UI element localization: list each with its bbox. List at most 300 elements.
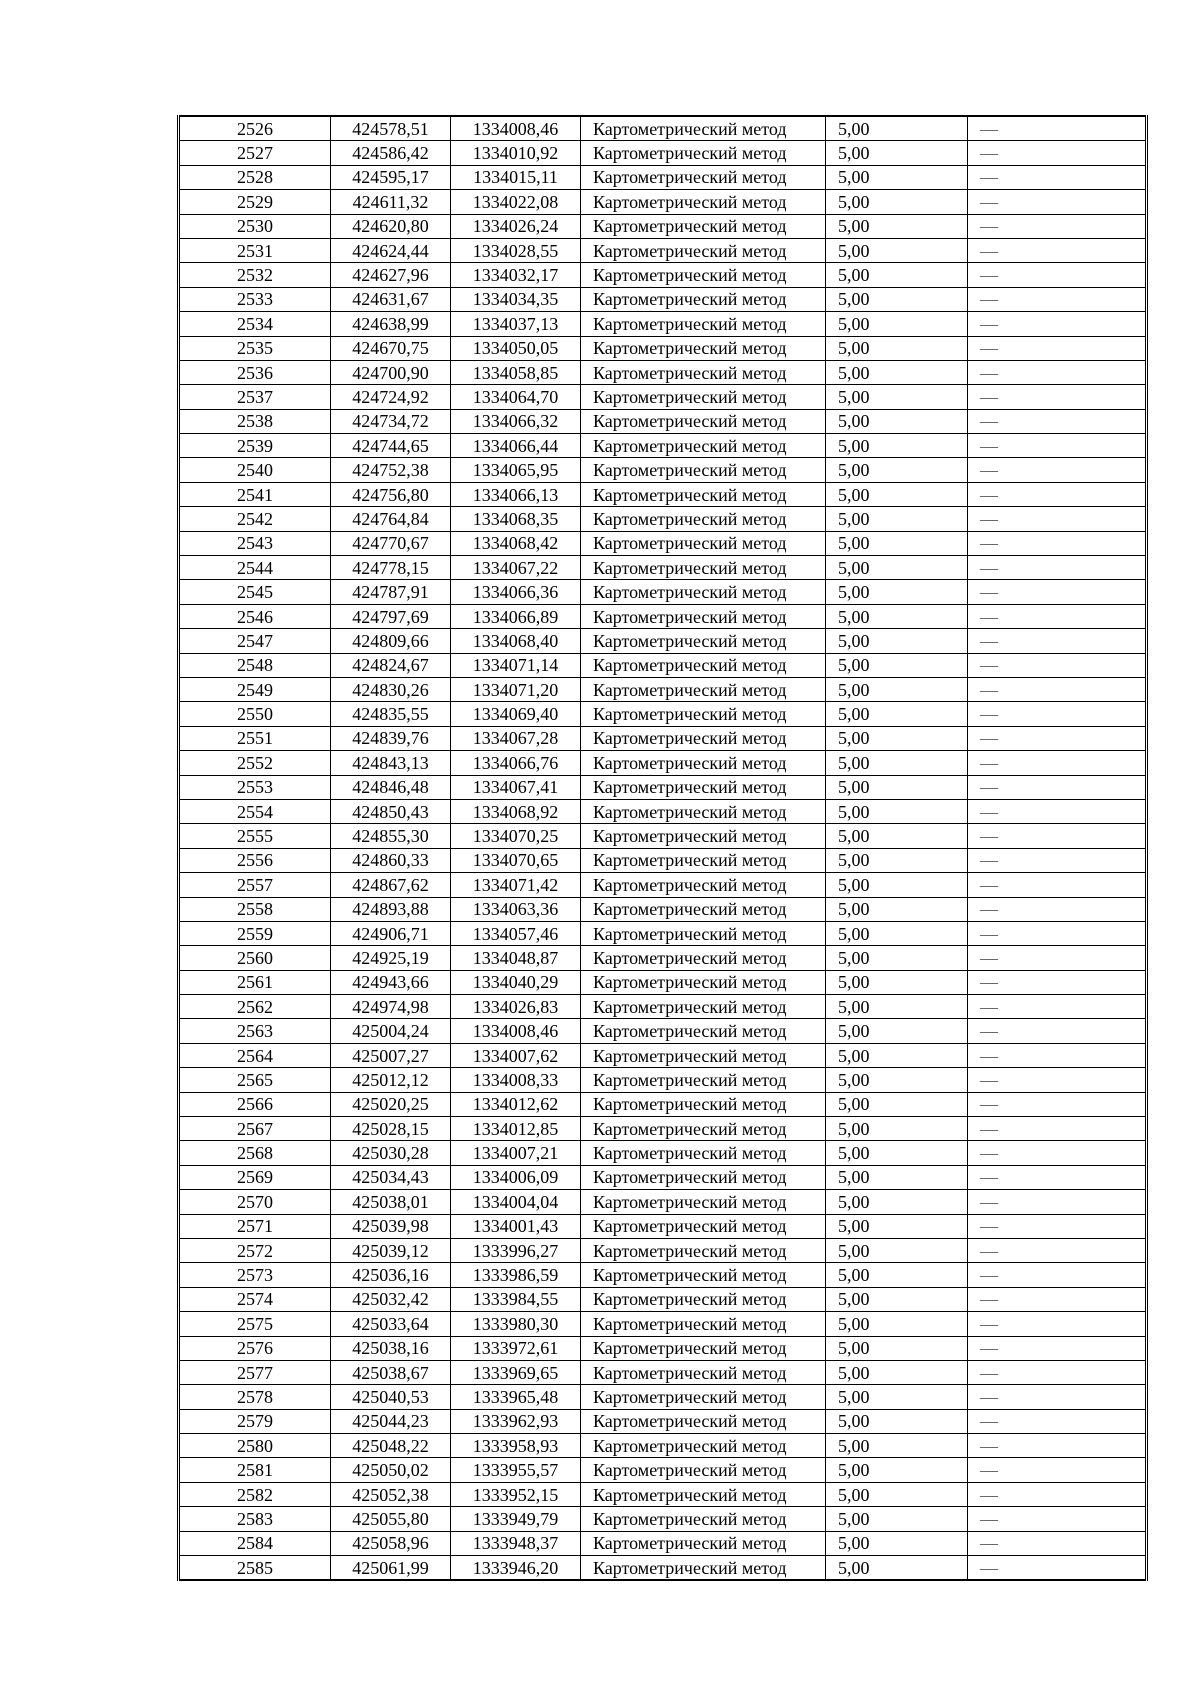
x-coordinate-cell: 425038,67: [331, 1360, 451, 1384]
description-cell: —: [968, 946, 1147, 970]
method-cell: Картометрический метод: [581, 726, 826, 750]
x-coordinate-cell: 424893,88: [331, 897, 451, 921]
description-cell: —: [968, 995, 1147, 1019]
y-coordinate-cell: 1333952,15: [451, 1482, 581, 1506]
method-cell: Картометрический метод: [581, 482, 826, 506]
point-number-cell: 2556: [179, 848, 331, 872]
y-coordinate-cell: 1334007,62: [451, 1043, 581, 1067]
description-cell: —: [968, 629, 1147, 653]
point-number-cell: 2567: [179, 1117, 331, 1141]
y-coordinate-cell: 1334022,08: [451, 190, 581, 214]
point-number-cell: 2554: [179, 799, 331, 823]
x-coordinate-cell: 425033,64: [331, 1312, 451, 1336]
description-cell: —: [968, 970, 1147, 994]
table-row: [179, 604, 1147, 628]
table-row: [179, 995, 1147, 1019]
accuracy-cell: 5,00: [826, 190, 968, 214]
method-cell: Картометрический метод: [581, 385, 826, 409]
x-coordinate-cell: 425028,15: [331, 1117, 451, 1141]
table-row: [179, 1019, 1147, 1043]
table-row: [179, 336, 1147, 360]
y-coordinate-cell: 1333969,65: [451, 1360, 581, 1384]
accuracy-cell: 5,00: [826, 995, 968, 1019]
y-coordinate-cell: 1334064,70: [451, 385, 581, 409]
description-cell: —: [968, 507, 1147, 531]
y-coordinate-cell: 1334068,92: [451, 799, 581, 823]
description-cell: —: [968, 409, 1147, 433]
accuracy-cell: 5,00: [826, 336, 968, 360]
method-cell: Картометрический метод: [581, 556, 826, 580]
method-cell: Картометрический метод: [581, 580, 826, 604]
description-cell: —: [968, 1190, 1147, 1214]
table-row: [179, 677, 1147, 701]
method-cell: Картометрический метод: [581, 312, 826, 336]
accuracy-cell: 5,00: [826, 629, 968, 653]
description-cell: —: [968, 824, 1147, 848]
point-number-cell: 2575: [179, 1312, 331, 1336]
point-number-cell: 2535: [179, 336, 331, 360]
y-coordinate-cell: 1334070,25: [451, 824, 581, 848]
method-cell: Картометрический метод: [581, 1360, 826, 1384]
accuracy-cell: 5,00: [826, 799, 968, 823]
description-cell: —: [968, 434, 1147, 458]
accuracy-cell: 5,00: [826, 726, 968, 750]
y-coordinate-cell: 1333965,48: [451, 1385, 581, 1409]
accuracy-cell: 5,00: [826, 751, 968, 775]
accuracy-cell: 5,00: [826, 116, 968, 141]
table-row: [179, 116, 1147, 141]
point-number-cell: 2532: [179, 263, 331, 287]
point-number-cell: 2526: [179, 116, 331, 141]
x-coordinate-cell: 424809,66: [331, 629, 451, 653]
description-cell: —: [968, 116, 1147, 141]
y-coordinate-cell: 1333948,37: [451, 1531, 581, 1555]
accuracy-cell: 5,00: [826, 1458, 968, 1482]
table-row: [179, 653, 1147, 677]
accuracy-cell: 5,00: [826, 1409, 968, 1433]
description-cell: —: [968, 214, 1147, 238]
x-coordinate-cell: 425058,96: [331, 1531, 451, 1555]
method-cell: Картометрический метод: [581, 434, 826, 458]
y-coordinate-cell: 1334012,85: [451, 1117, 581, 1141]
y-coordinate-cell: 1334012,62: [451, 1092, 581, 1116]
description-cell: —: [968, 921, 1147, 945]
method-cell: Картометрический метод: [581, 1531, 826, 1555]
point-number-cell: 2544: [179, 556, 331, 580]
accuracy-cell: 5,00: [826, 775, 968, 799]
accuracy-cell: 5,00: [826, 360, 968, 384]
x-coordinate-cell: 425061,99: [331, 1556, 451, 1581]
y-coordinate-cell: 1334004,04: [451, 1190, 581, 1214]
description-cell: —: [968, 1238, 1147, 1262]
x-coordinate-cell: 424734,72: [331, 409, 451, 433]
y-coordinate-cell: 1334066,89: [451, 604, 581, 628]
x-coordinate-cell: 425040,53: [331, 1385, 451, 1409]
x-coordinate-cell: 424627,96: [331, 263, 451, 287]
table-row: [179, 556, 1147, 580]
method-cell: Картометрический метод: [581, 1312, 826, 1336]
point-number-cell: 2548: [179, 653, 331, 677]
method-cell: Картометрический метод: [581, 263, 826, 287]
accuracy-cell: 5,00: [826, 1117, 968, 1141]
x-coordinate-cell: 424670,75: [331, 336, 451, 360]
point-number-cell: 2558: [179, 897, 331, 921]
accuracy-cell: 5,00: [826, 287, 968, 311]
table-row: [179, 580, 1147, 604]
table-row: [179, 1165, 1147, 1189]
description-cell: —: [968, 1068, 1147, 1092]
point-number-cell: 2550: [179, 702, 331, 726]
table-row: [179, 1556, 1147, 1581]
y-coordinate-cell: 1334067,41: [451, 775, 581, 799]
y-coordinate-cell: 1334069,40: [451, 702, 581, 726]
description-cell: —: [968, 726, 1147, 750]
y-coordinate-cell: 1334058,85: [451, 360, 581, 384]
point-number-cell: 2581: [179, 1458, 331, 1482]
point-number-cell: 2542: [179, 507, 331, 531]
accuracy-cell: 5,00: [826, 848, 968, 872]
accuracy-cell: 5,00: [826, 214, 968, 238]
x-coordinate-cell: 425030,28: [331, 1141, 451, 1165]
method-cell: Картометрический метод: [581, 116, 826, 141]
description-cell: —: [968, 1482, 1147, 1506]
table-row: [179, 1141, 1147, 1165]
y-coordinate-cell: 1333996,27: [451, 1238, 581, 1262]
x-coordinate-cell: 424797,69: [331, 604, 451, 628]
table-row: [179, 287, 1147, 311]
accuracy-cell: 5,00: [826, 409, 968, 433]
description-cell: —: [968, 1092, 1147, 1116]
x-coordinate-cell: 424624,44: [331, 238, 451, 262]
y-coordinate-cell: 1333980,30: [451, 1312, 581, 1336]
accuracy-cell: 5,00: [826, 1287, 968, 1311]
accuracy-cell: 5,00: [826, 531, 968, 555]
accuracy-cell: 5,00: [826, 312, 968, 336]
point-number-cell: 2539: [179, 434, 331, 458]
description-cell: —: [968, 848, 1147, 872]
accuracy-cell: 5,00: [826, 1092, 968, 1116]
method-cell: Картометрический метод: [581, 1214, 826, 1238]
x-coordinate-cell: 424638,99: [331, 312, 451, 336]
table-row: [179, 507, 1147, 531]
x-coordinate-cell: 425007,27: [331, 1043, 451, 1067]
x-coordinate-cell: 425020,25: [331, 1092, 451, 1116]
description-cell: —: [968, 799, 1147, 823]
table-row: [179, 726, 1147, 750]
table-row: [179, 1238, 1147, 1262]
method-cell: Картометрический метод: [581, 1165, 826, 1189]
accuracy-cell: 5,00: [826, 1360, 968, 1384]
x-coordinate-cell: 424752,38: [331, 458, 451, 482]
x-coordinate-cell: 424925,19: [331, 946, 451, 970]
table-row: [179, 312, 1147, 336]
accuracy-cell: 5,00: [826, 1507, 968, 1531]
method-cell: Картометрический метод: [581, 653, 826, 677]
description-cell: —: [968, 482, 1147, 506]
y-coordinate-cell: 1333986,59: [451, 1263, 581, 1287]
x-coordinate-cell: 424620,80: [331, 214, 451, 238]
method-cell: Картометрический метод: [581, 873, 826, 897]
table-row: [179, 873, 1147, 897]
table-row: [179, 1263, 1147, 1287]
accuracy-cell: 5,00: [826, 165, 968, 189]
point-number-cell: 2551: [179, 726, 331, 750]
accuracy-cell: 5,00: [826, 507, 968, 531]
description-cell: —: [968, 1434, 1147, 1458]
table-row: [179, 434, 1147, 458]
description-cell: —: [968, 1409, 1147, 1433]
accuracy-cell: 5,00: [826, 556, 968, 580]
y-coordinate-cell: 1333955,57: [451, 1458, 581, 1482]
x-coordinate-cell: 425050,02: [331, 1458, 451, 1482]
y-coordinate-cell: 1334067,22: [451, 556, 581, 580]
x-coordinate-cell: 425038,01: [331, 1190, 451, 1214]
y-coordinate-cell: 1334006,09: [451, 1165, 581, 1189]
accuracy-cell: 5,00: [826, 1482, 968, 1506]
accuracy-cell: 5,00: [826, 653, 968, 677]
x-coordinate-cell: 424830,26: [331, 677, 451, 701]
method-cell: Картометрический метод: [581, 946, 826, 970]
point-number-cell: 2528: [179, 165, 331, 189]
x-coordinate-cell: 424846,48: [331, 775, 451, 799]
description-cell: —: [968, 287, 1147, 311]
description-cell: —: [968, 677, 1147, 701]
y-coordinate-cell: 1334066,13: [451, 482, 581, 506]
method-cell: Картометрический метод: [581, 677, 826, 701]
x-coordinate-cell: 424611,32: [331, 190, 451, 214]
accuracy-cell: 5,00: [826, 604, 968, 628]
x-coordinate-cell: 424855,30: [331, 824, 451, 848]
method-cell: Картометрический метод: [581, 165, 826, 189]
description-cell: —: [968, 360, 1147, 384]
point-number-cell: 2547: [179, 629, 331, 653]
description-cell: —: [968, 458, 1147, 482]
description-cell: —: [968, 1165, 1147, 1189]
accuracy-cell: 5,00: [826, 1043, 968, 1067]
x-coordinate-cell: 424595,17: [331, 165, 451, 189]
method-cell: Картометрический метод: [581, 190, 826, 214]
y-coordinate-cell: 1334070,65: [451, 848, 581, 872]
table-row: [179, 848, 1147, 872]
description-cell: —: [968, 1385, 1147, 1409]
method-cell: Картометрический метод: [581, 1141, 826, 1165]
description-cell: —: [968, 1556, 1147, 1581]
method-cell: Картометрический метод: [581, 1336, 826, 1360]
description-cell: —: [968, 897, 1147, 921]
point-number-cell: 2570: [179, 1190, 331, 1214]
method-cell: Картометрический метод: [581, 287, 826, 311]
x-coordinate-cell: 425044,23: [331, 1409, 451, 1433]
method-cell: Картометрический метод: [581, 848, 826, 872]
point-number-cell: 2582: [179, 1482, 331, 1506]
x-coordinate-cell: 424943,66: [331, 970, 451, 994]
method-cell: Картометрический метод: [581, 1238, 826, 1262]
description-cell: —: [968, 1214, 1147, 1238]
y-coordinate-cell: 1334048,87: [451, 946, 581, 970]
y-coordinate-cell: 1334071,14: [451, 653, 581, 677]
y-coordinate-cell: 1334068,42: [451, 531, 581, 555]
x-coordinate-cell: 424835,55: [331, 702, 451, 726]
method-cell: Картометрический метод: [581, 1263, 826, 1287]
point-number-cell: 2541: [179, 482, 331, 506]
table-row: [179, 1507, 1147, 1531]
accuracy-cell: 5,00: [826, 1238, 968, 1262]
description-cell: —: [968, 1117, 1147, 1141]
y-coordinate-cell: 1334068,35: [451, 507, 581, 531]
description-cell: —: [968, 531, 1147, 555]
method-cell: Картометрический метод: [581, 1019, 826, 1043]
table-row: [179, 190, 1147, 214]
point-number-cell: 2583: [179, 1507, 331, 1531]
point-number-cell: 2553: [179, 775, 331, 799]
table-row: [179, 1482, 1147, 1506]
x-coordinate-cell: 424631,67: [331, 287, 451, 311]
point-number-cell: 2561: [179, 970, 331, 994]
point-number-cell: 2557: [179, 873, 331, 897]
table-row: [179, 946, 1147, 970]
y-coordinate-cell: 1333962,93: [451, 1409, 581, 1433]
accuracy-cell: 5,00: [826, 1214, 968, 1238]
y-coordinate-cell: 1334066,32: [451, 409, 581, 433]
point-number-cell: 2538: [179, 409, 331, 433]
method-cell: Картометрический метод: [581, 360, 826, 384]
table-row: [179, 1336, 1147, 1360]
coordinates-table: [177, 115, 1148, 1581]
table-row: [179, 629, 1147, 653]
point-number-cell: 2576: [179, 1336, 331, 1360]
x-coordinate-cell: 424756,80: [331, 482, 451, 506]
point-number-cell: 2533: [179, 287, 331, 311]
y-coordinate-cell: 1333949,79: [451, 1507, 581, 1531]
y-coordinate-cell: 1334066,36: [451, 580, 581, 604]
x-coordinate-cell: 424843,13: [331, 751, 451, 775]
table-row: [179, 1190, 1147, 1214]
y-coordinate-cell: 1333984,55: [451, 1287, 581, 1311]
y-coordinate-cell: 1334065,95: [451, 458, 581, 482]
accuracy-cell: 5,00: [826, 1531, 968, 1555]
accuracy-cell: 5,00: [826, 1141, 968, 1165]
table-row: [179, 214, 1147, 238]
method-cell: Картометрический метод: [581, 1117, 826, 1141]
description-cell: —: [968, 775, 1147, 799]
coordinates-table-body: [179, 116, 1147, 1580]
x-coordinate-cell: 424850,43: [331, 799, 451, 823]
description-cell: —: [968, 556, 1147, 580]
method-cell: Картометрический метод: [581, 604, 826, 628]
y-coordinate-cell: 1334040,29: [451, 970, 581, 994]
method-cell: Картометрический метод: [581, 1043, 826, 1067]
description-cell: —: [968, 190, 1147, 214]
y-coordinate-cell: 1334067,28: [451, 726, 581, 750]
description-cell: —: [968, 702, 1147, 726]
method-cell: Картометрический метод: [581, 897, 826, 921]
table-row: [179, 799, 1147, 823]
table-row: [179, 775, 1147, 799]
accuracy-cell: 5,00: [826, 970, 968, 994]
accuracy-cell: 5,00: [826, 238, 968, 262]
method-cell: Картометрический метод: [581, 1458, 826, 1482]
y-coordinate-cell: 1334057,46: [451, 921, 581, 945]
point-number-cell: 2559: [179, 921, 331, 945]
accuracy-cell: 5,00: [826, 1263, 968, 1287]
table-row: [179, 1287, 1147, 1311]
description-cell: —: [968, 1312, 1147, 1336]
y-coordinate-cell: 1334001,43: [451, 1214, 581, 1238]
description-cell: —: [968, 604, 1147, 628]
table-row: [179, 970, 1147, 994]
method-cell: Картометрический метод: [581, 824, 826, 848]
accuracy-cell: 5,00: [826, 482, 968, 506]
table-row: [179, 238, 1147, 262]
y-coordinate-cell: 1334032,17: [451, 263, 581, 287]
point-number-cell: 2549: [179, 677, 331, 701]
description-cell: —: [968, 141, 1147, 165]
accuracy-cell: 5,00: [826, 1434, 968, 1458]
method-cell: Картометрический метод: [581, 1385, 826, 1409]
description-cell: —: [968, 1263, 1147, 1287]
description-cell: —: [968, 385, 1147, 409]
y-coordinate-cell: 1334028,55: [451, 238, 581, 262]
y-coordinate-cell: 1334068,40: [451, 629, 581, 653]
point-number-cell: 2537: [179, 385, 331, 409]
x-coordinate-cell: 425038,16: [331, 1336, 451, 1360]
description-cell: —: [968, 1019, 1147, 1043]
x-coordinate-cell: 425052,38: [331, 1482, 451, 1506]
accuracy-cell: 5,00: [826, 1312, 968, 1336]
y-coordinate-cell: 1334063,36: [451, 897, 581, 921]
y-coordinate-cell: 1333946,20: [451, 1556, 581, 1581]
table-row: [179, 1092, 1147, 1116]
accuracy-cell: 5,00: [826, 141, 968, 165]
point-number-cell: 2546: [179, 604, 331, 628]
method-cell: Картометрический метод: [581, 409, 826, 433]
description-cell: —: [968, 263, 1147, 287]
x-coordinate-cell: 424867,62: [331, 873, 451, 897]
x-coordinate-cell: 424824,67: [331, 653, 451, 677]
point-number-cell: 2543: [179, 531, 331, 555]
table-row: [179, 385, 1147, 409]
table-row: [179, 165, 1147, 189]
accuracy-cell: 5,00: [826, 1068, 968, 1092]
x-coordinate-cell: 425004,24: [331, 1019, 451, 1043]
point-number-cell: 2531: [179, 238, 331, 262]
method-cell: Картометрический метод: [581, 702, 826, 726]
table-row: [179, 897, 1147, 921]
table-row: [179, 1214, 1147, 1238]
accuracy-cell: 5,00: [826, 458, 968, 482]
y-coordinate-cell: 1334026,83: [451, 995, 581, 1019]
table-row: [179, 751, 1147, 775]
table-row: [179, 1458, 1147, 1482]
point-number-cell: 2568: [179, 1141, 331, 1165]
method-cell: Картометрический метод: [581, 1507, 826, 1531]
method-cell: Картометрический метод: [581, 1556, 826, 1581]
description-cell: —: [968, 1507, 1147, 1531]
accuracy-cell: 5,00: [826, 702, 968, 726]
method-cell: Картометрический метод: [581, 458, 826, 482]
accuracy-cell: 5,00: [826, 677, 968, 701]
x-coordinate-cell: 424700,90: [331, 360, 451, 384]
point-number-cell: 2529: [179, 190, 331, 214]
x-coordinate-cell: 424778,15: [331, 556, 451, 580]
x-coordinate-cell: 424770,67: [331, 531, 451, 555]
table-row: [179, 1409, 1147, 1433]
y-coordinate-cell: 1334071,42: [451, 873, 581, 897]
y-coordinate-cell: 1334008,33: [451, 1068, 581, 1092]
table-row: [179, 1068, 1147, 1092]
point-number-cell: 2577: [179, 1360, 331, 1384]
point-number-cell: 2540: [179, 458, 331, 482]
